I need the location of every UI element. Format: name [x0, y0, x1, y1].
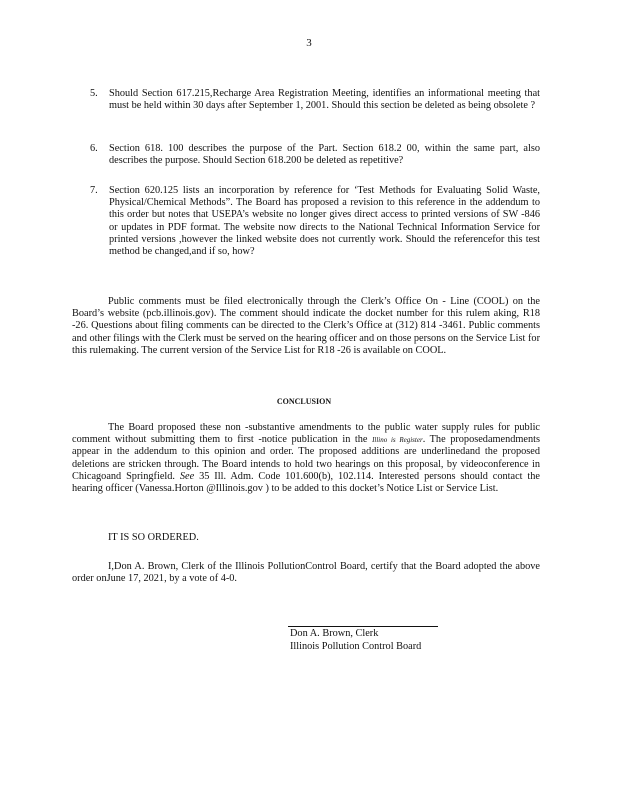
ordered-line — [72, 532, 540, 544]
signature-organization: Illinois Pollution Control Board — [290, 641, 422, 652]
conclusion-text-3: 35 Ill. Adm. Code 101.600(b), 102.114. Interested persons should contact the hearing officer (Vanessa.Horton @Illinois.gov ) to be added to this docket’s Notice List or Service List. — [72, 470, 541, 495]
question-text: Section 620.125 lists an incorporation by reference for ‘Test Methods for Evaluating Solid Waste, Physical/Chemical Methods”. The Board has proposed a revision to this reference in the addendum to this order but notes that USEPA’s website no longer gives direct access to printed versions of SW -846 or updates in PDF format. The website now directs to the National Technical Information Service for printed versions ,however the linked website does not currently work. Should the referencefor this test method be changed,and if so, how? — [109, 185, 540, 258]
conclusion-text-2: . The proposedamendments appear in the addendum to this opinion and order. The proposed additions are underlinedand the proposed deletions are stricken through. The Board intends to hold two hearings on this proposal, by videoconference in Chicagoand Springfield. — [72, 434, 540, 482]
question-item-5 — [90, 88, 540, 112]
question-number: 6. — [90, 143, 98, 154]
public-comments-text: Public comments must be filed electronically through the Clerk’s Office On - Line (COOL) on the Board’s website (pcb.illinois.gov). The comment should indicate the docket number for this rulem aking, R18 -26. Questions about filing comments can be directed to the Clerk’s Office at (312) 814 -3461. Public comments and other filings with the Clerk must be served on the hearing officer and on those persons on the Service List for this rulemaking. The current version of the Service List for R18 -26 is available on COOL. — [72, 296, 540, 356]
signature-name: Don A. Brown, Clerk — [290, 628, 379, 639]
signature-line — [288, 626, 438, 627]
certification-paragraph — [72, 561, 540, 585]
conclusion-heading — [0, 396, 618, 408]
page-number: 3 — [306, 37, 312, 49]
see-italic: See — [179, 470, 195, 482]
question-item-7 — [90, 185, 540, 258]
ordered-text: IT IS SO ORDERED. — [108, 532, 199, 543]
conclusion-paragraph — [72, 422, 540, 495]
conclusion-heading-text: CONCLUSION — [276, 397, 332, 406]
question-number: 7. — [90, 185, 98, 196]
illinois-register-italic: Illino is Register — [372, 436, 423, 445]
public-comments-paragraph — [72, 296, 540, 357]
question-text: Section 618. 100 describes the purpose of the Part. Section 618.2 00, within the same part, also describes the purpose. Should Section 618.200 be deleted as repetitive? — [109, 143, 540, 167]
question-number: 5. — [90, 88, 98, 99]
conclusion-text-1: The Board proposed these non -substantive amendments to the public water supply rules for public comment without submitting them to first -notice publication in the — [72, 422, 540, 446]
question-item-6 — [90, 143, 540, 167]
certification-text: I,Don A. Brown, Clerk of the Illinois PollutionControl Board, certify that the Board adopted the above order onJune 17, 2021, by a vote of 4-0. — [72, 561, 540, 585]
question-text: Should Section 617.215,Recharge Area Registration Meeting, identifies an informational meeting that must be held within 30 days after September 1, 2001. Should this section be deleted as being obsolete ? — [109, 88, 540, 112]
